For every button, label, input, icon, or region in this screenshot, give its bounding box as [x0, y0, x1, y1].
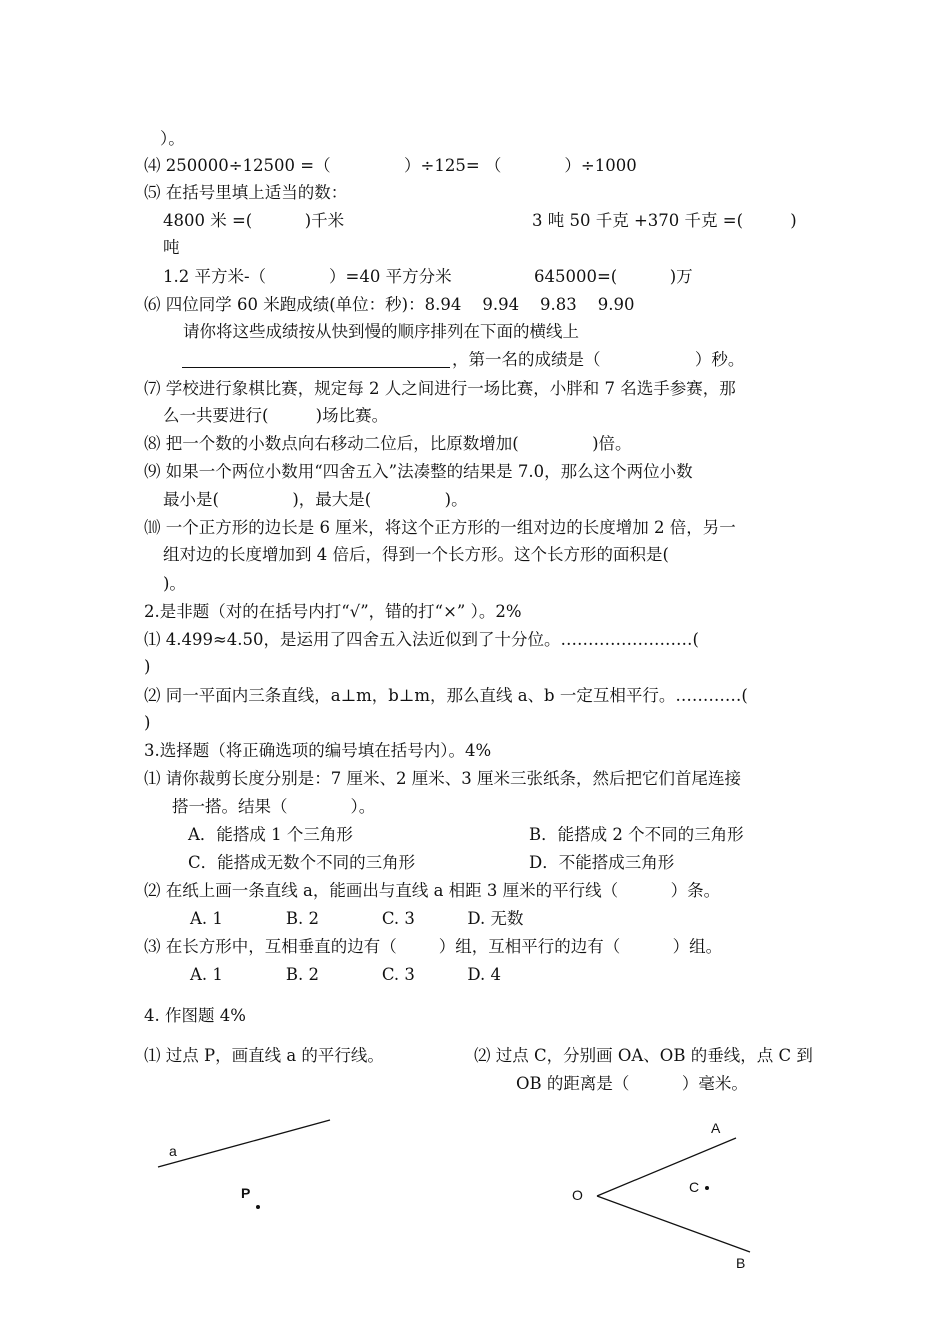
- q1-9-line2: 最小是( )，最大是( )。: [163, 490, 468, 509]
- q2-1-bracket: ): [144, 657, 151, 676]
- q1-10-line3: )。: [163, 574, 186, 593]
- q1-5-b: 3 吨 50 千克 +370 千克 =( ): [532, 211, 797, 230]
- q3-1-line2: 搭一搭。结果（ ）。: [172, 797, 376, 816]
- q1-5-d: 645000=( )万: [534, 267, 693, 286]
- q3-2: ⑵ 在纸上画一条直线 a，能画出与直线 a 相距 3 厘米的平行线（ ）条。: [144, 881, 721, 900]
- q1-7-line2: 么一共要进行( )场比赛。: [163, 406, 389, 425]
- label-b: B: [736, 1255, 746, 1271]
- q4-2-line1: ⑵ 过点 C，分别画 OA、OB 的垂线，点 C 到: [474, 1046, 813, 1065]
- q1-5-a: 4800 米 =( )千米: [163, 211, 345, 230]
- q1-9-line1: ⑼ 如果一个两位小数用“四舍五入”法凑整的结果是 7.0，那么这个两位小数: [144, 462, 693, 481]
- q3-1-option-d: D．不能搭成三角形: [529, 853, 675, 872]
- q2-1: ⑴ 4.499≈4.50，是运用了四舍五入法近似到了十分位。……………………(: [144, 630, 699, 649]
- q2-2-bracket: ): [144, 713, 151, 732]
- ray-oa: [597, 1138, 736, 1196]
- label-c: C: [689, 1179, 700, 1195]
- q1-10-line1: ⑽ 一个正方形的边长是 6 厘米，将这个正方形的一组对边的长度增加 2 倍，另一: [144, 518, 736, 537]
- q3-1-line1: ⑴ 请你裁剪长度分别是：7 厘米、2 厘米、3 厘米三张纸条，然后把它们首尾连接: [144, 769, 741, 788]
- line-a: [158, 1120, 330, 1167]
- q1-7-line1: ⑺ 学校进行象棋比赛，规定每 2 人之间进行一场比赛，小胖和 7 名选手参赛，那: [144, 379, 736, 398]
- q1-6: ⑹ 四位同学 60 米跑成绩(单位：秒)：8.94 9.94 9.83 9.90: [144, 295, 635, 314]
- q3-1-option-c: C．能搭成无数个不同的三角形: [188, 853, 416, 872]
- q1-3-continuation: ）。: [160, 129, 185, 148]
- section-2-title: 2.是非题（对的在括号内打“√”，错的打“×” ）。2%: [144, 602, 522, 621]
- q1-8: ⑻ 把一个数的小数点向右移动二位后，比原数增加( )倍。: [144, 434, 632, 453]
- q1-4: ⑷ 250000÷12500 =（ ）÷125= （ ）÷1000: [144, 156, 637, 175]
- q3-1-option-a: A．能搭成 1 个三角形: [188, 825, 353, 844]
- q1-6-instruction: 请你将这些成绩按从快到慢的顺序排列在下面的横线上: [183, 322, 579, 341]
- q1-6-first-place: ，第一名的成绩是（ ）秒。: [452, 350, 745, 369]
- q1-5-b-unit: 吨: [163, 238, 180, 257]
- q4-2-line2: OB 的距离是（ ）毫米。: [516, 1074, 748, 1093]
- q1-10-line2: 组对边的长度增加到 4 倍后，得到一个长方形。这个长方形的面积是(: [163, 545, 669, 564]
- label-a-point: A: [711, 1120, 721, 1136]
- point-p-dot: [256, 1205, 260, 1209]
- q4-1: ⑴ 过点 P，画直线 a 的平行线。: [144, 1046, 384, 1065]
- q1-5-title: ⑸ 在括号里填上适当的数：: [144, 183, 348, 202]
- q2-2: ⑵ 同一平面内三条直线，a⊥m，b⊥m，那么直线 a、b 一定互相平行。…………(: [144, 686, 748, 705]
- q3-3-options: A. 1 B. 2 C. 3 D. 4: [190, 965, 501, 984]
- section-4-title: 4. 作图题 4%: [144, 1006, 246, 1025]
- q3-1-option-b: B．能搭成 2 个不同的三角形: [529, 825, 744, 844]
- q3-3: ⑶ 在长方形中，互相垂直的边有（ ）组，互相平行的边有（ ）组。: [144, 937, 723, 956]
- label-a: a: [169, 1143, 177, 1159]
- label-p: P: [241, 1185, 251, 1201]
- q3-2-options: A. 1 B. 2 C. 3 D. 无数: [190, 909, 524, 928]
- q1-5-c: 1.2 平方米-（ ）=40 平方分米: [163, 267, 452, 286]
- section-3-title: 3.选择题（将正确选项的编号填在括号内）。4%: [144, 741, 492, 760]
- point-c-dot: [705, 1186, 709, 1190]
- ray-ob: [597, 1196, 750, 1252]
- label-o: O: [572, 1187, 583, 1203]
